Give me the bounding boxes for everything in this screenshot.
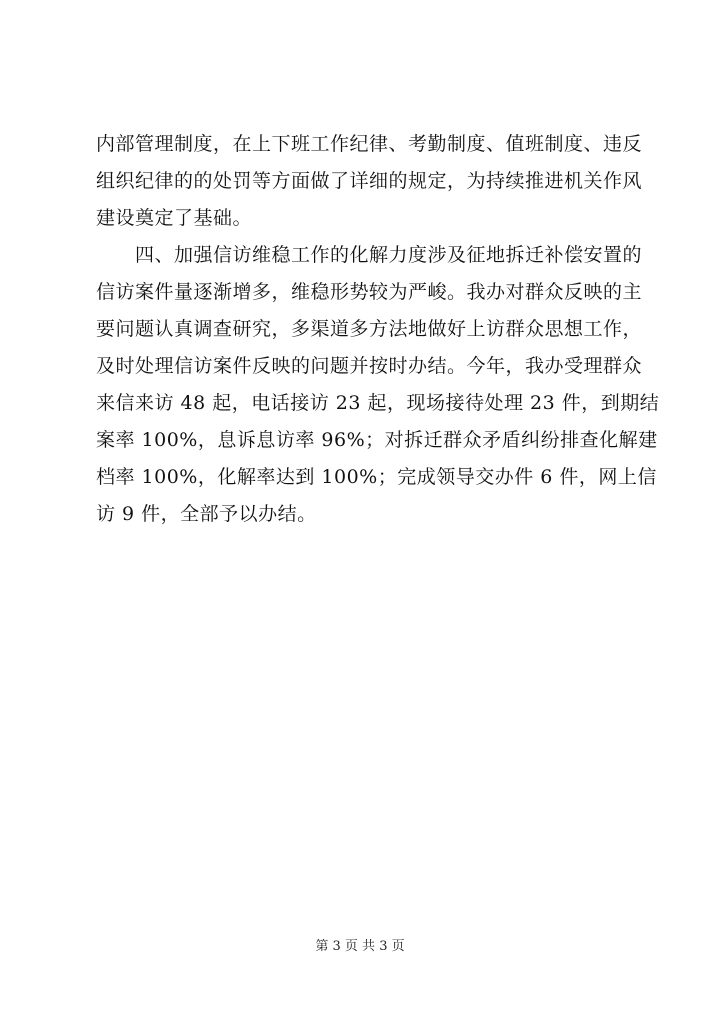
text-line: 四、加强信访维稳工作的化解力度涉及征地拆迁补偿安置的 xyxy=(96,244,643,266)
text-line: 案率 100%，息诉息访率 96%；对拆迁群众矛盾纠纷排查化解建 xyxy=(96,429,658,451)
text-line: 访 9 件，全部予以办结。 xyxy=(96,503,317,525)
text-line: 内部管理制度，在上下班工作纪律、考勤制度、值班制度、违反 xyxy=(96,133,643,155)
text-line: 信访案件量逐渐增多，维稳形势较为严峻。我办对群众反映的主 xyxy=(96,281,643,303)
text-line: 建设奠定了基础。 xyxy=(96,207,253,229)
text-line: 档率 100%，化解率达到 100%；完成领导交办件 6 件，网上信 xyxy=(96,466,657,488)
text-line: 组织纪律的的处罚等方面做了详细的规定，为持续推进机关作风 xyxy=(96,170,643,192)
text-line: 及时处理信访案件反映的问题并按时办结。今年，我办受理群众 xyxy=(96,355,643,377)
text-line: 来信来访 48 起，电话接访 23 起，现场接待处理 23 件，到期结 xyxy=(96,392,660,414)
page-number-footer: 第 3 页 共 3 页 xyxy=(315,939,405,954)
body-text xyxy=(96,126,660,533)
text-line: 要问题认真调查研究，多渠道多方法地做好上访群众思想工作， xyxy=(96,318,643,340)
